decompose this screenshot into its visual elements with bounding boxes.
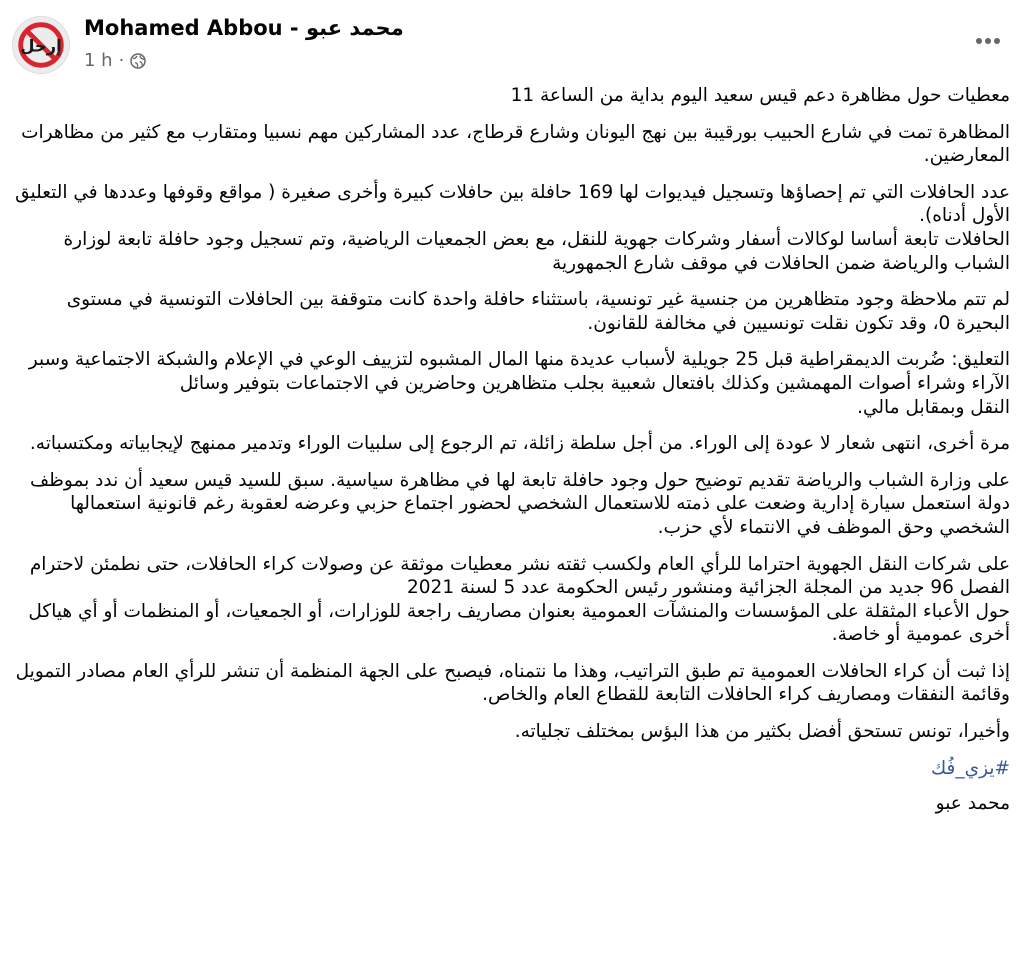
post-paragraph: عدد الحافلات التي تم إحصاؤها وتسجيل فيديوات لها 169 حافلة بين حافلات كبيرة وأخرى صغيرة ( مواقع وقوفها وعددها في التعليق الأول أدناه).	[15, 181, 1010, 227]
post-paragraph: إذا ثبت أن كراء الحافلات العمومية تم طبق التراتيب، وهذا ما نتمناه، فيصبح على الجهة المنظمة أن تنشر للرأي العام مصادر التمويل وقائمة النفقات ومصاريف كراء الحافلات التابعة للقطاع العام والخاص.	[15, 660, 1010, 706]
post-paragraph: النقل وبمقابل مالي.	[857, 396, 1010, 418]
post-paragraph: وأخيرا، تونس تستحق أفضل بكثير من هذا البؤس بمختلف تجلياته.	[514, 721, 1010, 743]
post-meta	[84, 50, 146, 71]
post-paragraph: معطيات حول مظاهرة دعم قيس سعيد اليوم بداية من الساعة 11	[510, 85, 1010, 106]
post-paragraph: على شركات النقل الجهوية احتراما للرأي العام ولكسب ثقته نشر معطيات موثقة عن وصولات كراء الحافلات، حتى نطمئن لاحترام الفصل 96 جديد من المجلة الجزائية ومنشور رئيس الحكومة عدد 5 لسنة 2021	[29, 553, 1010, 599]
meta-separator: ·	[118, 50, 125, 71]
post-paragraph: التعليق: ضُربت الديمقراطية قبل 25 جويلية لأسباب عديدة منها المال المشبوه لتزييف الوعي في الإعلام والشبكة الاجتماعية وسبر الآراء وشراء أصوات المهمشين وكذلك بافتعال شعبية بجلب متظاهرين وحاضرين في الاجتماعات بتوفير وسائل	[28, 349, 1010, 394]
post-paragraph: مرة أخرى، انتهى شعار لا عودة إلى الوراء. من أجل سلطة زائلة، تم الرجوع إلى سلبيات الوراء وتدمير ممنهج لإيجابياته ومكتسباته.	[29, 433, 1010, 455]
hashtag-link[interactable]: #يزي_فُك	[930, 757, 1010, 779]
avatar-text: إرحل	[20, 36, 62, 56]
more-horizontal-icon	[975, 37, 1001, 45]
post-body	[14, 84, 1010, 816]
post-paragraph: الحافلات تابعة أساسا لوكالات أسفار وشركات جهوية للنقل، مع بعض الجمعيات الرياضية، وتم تسجيل وجود حافلة تابعة لوزارة الشباب والرياضة ضمن الحافلات في موقف شارع الجمهورية	[63, 228, 1010, 274]
post-time[interactable]: 1 h	[84, 50, 113, 71]
author-name[interactable]: Mohamed Abbou - محمد عبو	[84, 16, 404, 40]
post-paragraph: على وزارة الشباب والرياضة تقديم توضيح حول وجود حافلة تابعة لها في مظاهرة سياسية. سبق للسيد قيس سعيد أن ندد بموظف دولة استعمل سيارة إدارية وضعت على ذمته للاستعمال الشخصي لحضور اجتماع حزبي وعرضه لعقوبة رغم قانونية استعمالها الشخصي وحق الموظف في الانتماء لأي حزب.	[30, 469, 1010, 538]
post-paragraph: لم تتم ملاحظة وجود متظاهرين من جنسية غير تونسية، باستثناء حافلة واحدة كانت متوقفة بين الحافلات التونسية في مستوى البحيرة 0، وقد تكون نقلت تونسيين في مخالفة للقانون.	[66, 289, 1010, 334]
signature: محمد عبو	[935, 793, 1010, 815]
globe-icon[interactable]	[130, 53, 146, 69]
more-options-button[interactable]	[968, 26, 1008, 56]
post-header	[12, 12, 1012, 74]
post-paragraph: المظاهرة تمت في شارع الحبيب بورقيبة بين نهج اليونان وشارع قرطاج، عدد المشاركين مهم نسبيا ومتقارب مع كثير من مظاهرات المعارضين.	[21, 121, 1010, 167]
post-paragraph: حول الأعباء المثقلة على المؤسسات والمنشآت العمومية بعنوان مصاريف راجعة للوزارات، أو الجمعيات، أو المنظمات أو أي هياكل أخرى عمومية أو خاصة.	[28, 600, 1010, 646]
avatar-logo-icon	[13, 17, 69, 73]
avatar[interactable]	[12, 16, 70, 74]
